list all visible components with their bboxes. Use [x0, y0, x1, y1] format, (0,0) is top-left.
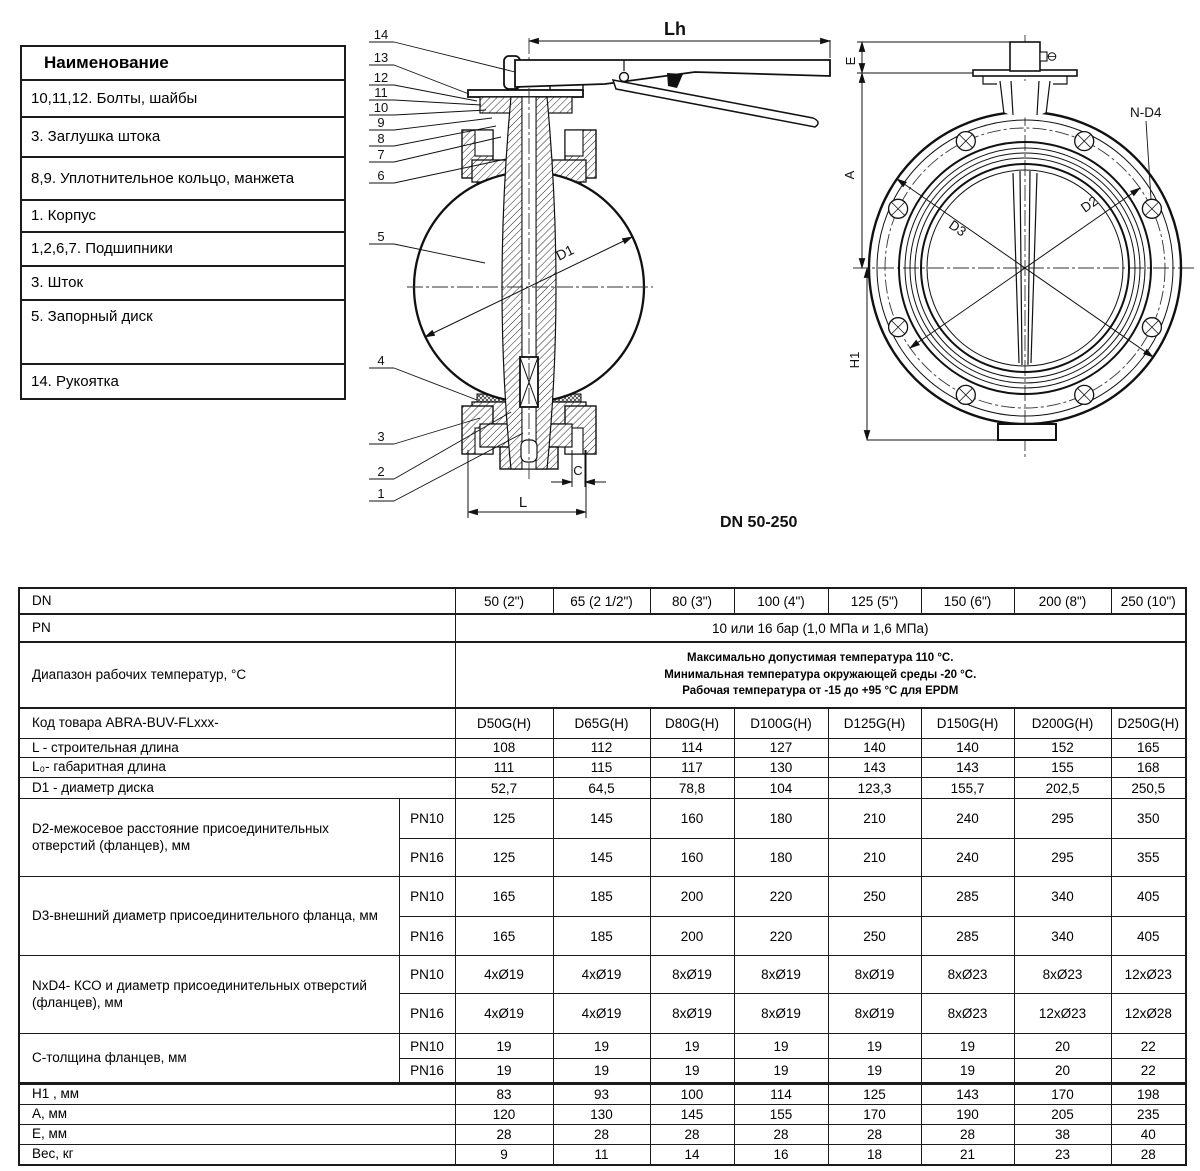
- spec-value: 8xØ23: [921, 994, 1014, 1034]
- spec-value: 155: [1014, 758, 1111, 778]
- spec-value: 8xØ19: [650, 956, 734, 994]
- spec-row-label: D2-межосевое расстояние присоединительных отверстий (фланцев), мм: [19, 799, 399, 877]
- dim-label-d3: D3: [946, 217, 969, 240]
- dim-label-lh: Lh: [664, 19, 686, 39]
- callout-12: 12: [373, 70, 389, 85]
- spec-value: 240: [921, 839, 1014, 877]
- spec-value: D50G(H): [455, 708, 553, 738]
- spec-value: 115: [553, 758, 650, 778]
- parts-list-item: 1. Корпус: [22, 199, 344, 231]
- spec-value: 28: [828, 1125, 921, 1145]
- spec-value: 405: [1111, 877, 1186, 917]
- spec-value: 170: [828, 1105, 921, 1125]
- dim-label-e: E: [843, 56, 858, 66]
- spec-value: 20: [1014, 1059, 1111, 1084]
- dim-c: [551, 450, 606, 487]
- dim-h1: [847, 268, 997, 440]
- spec-value: 190: [921, 1105, 1014, 1125]
- parts-list-table: [20, 45, 346, 400]
- dim-label-h1: H1: [847, 351, 862, 369]
- spec-value: 250: [828, 877, 921, 917]
- spec-value: 205: [1014, 1105, 1111, 1125]
- spec-value: 19: [553, 1059, 650, 1084]
- callout-14: 14: [373, 27, 389, 42]
- spec-value: 160: [650, 799, 734, 839]
- spec-value: 19: [921, 1034, 1014, 1059]
- spec-row-label: D3-внешний диаметр присоединительного фланца, мм: [19, 877, 399, 956]
- spec-row-label: E, мм: [19, 1125, 455, 1145]
- pn-variant-label: PN16: [399, 917, 455, 956]
- parts-list-item: 14. Рукоятка: [22, 363, 344, 398]
- pn-merged-value: 10 или 16 бар (1,0 МПа и 1,6 МПа): [455, 614, 1186, 642]
- spec-value: 19: [734, 1059, 828, 1084]
- nd4-label: N-D4: [1130, 105, 1162, 120]
- spec-value: 130: [734, 758, 828, 778]
- spec-value: 8xØ19: [650, 994, 734, 1034]
- spec-row-label: NxD4- КСО и диаметр присоединительных отверстий (фланцев), мм: [19, 956, 399, 1034]
- spec-row-label: PN: [19, 614, 455, 642]
- spec-value: 168: [1111, 758, 1186, 778]
- front-view-drawing: [842, 15, 1200, 475]
- spec-value: 165: [455, 917, 553, 956]
- spec-value: 12xØ23: [1111, 956, 1186, 994]
- spec-value: 200: [650, 877, 734, 917]
- dim-label-a: A: [842, 170, 857, 180]
- spec-value: 100: [650, 1084, 734, 1105]
- spec-value: D80G(H): [650, 708, 734, 738]
- dim-label-l: L: [518, 494, 528, 511]
- spec-value: 125: [828, 1084, 921, 1105]
- callout-1: 1: [377, 486, 385, 501]
- spec-value: 114: [734, 1084, 828, 1105]
- spec-table-body: [19, 588, 1186, 1165]
- spec-value: D250G(H): [1111, 708, 1186, 738]
- spec-value: 220: [734, 877, 828, 917]
- callout-2: 2: [377, 464, 385, 479]
- spec-value: D150G(H): [921, 708, 1014, 738]
- dn-column-header: 150 (6"): [921, 588, 1014, 614]
- pn-variant-label: PN16: [399, 1059, 455, 1084]
- pn-variant-label: PN10: [399, 1034, 455, 1059]
- spec-value: 78,8: [650, 778, 734, 799]
- spec-value: 180: [734, 839, 828, 877]
- spec-value: 19: [650, 1059, 734, 1084]
- spec-value: 19: [455, 1059, 553, 1084]
- spec-value: 38: [1014, 1125, 1111, 1145]
- temperature-note-line: [459, 683, 1183, 700]
- spec-value: 355: [1111, 839, 1186, 877]
- spec-value: 52,7: [455, 778, 553, 799]
- callout-8: 8: [377, 131, 385, 146]
- spec-row-label: L₀- габаритная длина: [19, 758, 455, 778]
- spec-value: 285: [921, 917, 1014, 956]
- dn-column-header: 80 (3"): [650, 588, 734, 614]
- spec-value: 240: [921, 799, 1014, 839]
- temp-line-bold: для EPDM: [900, 685, 959, 698]
- callout-9: 9: [377, 115, 385, 130]
- spec-value: 185: [553, 917, 650, 956]
- spec-value: 250: [828, 917, 921, 956]
- spec-value: 28: [553, 1125, 650, 1145]
- spec-value: 9: [455, 1144, 553, 1164]
- spec-value: 350: [1111, 799, 1186, 839]
- spec-value: 14: [650, 1144, 734, 1164]
- pn-variant-label: PN10: [399, 799, 455, 839]
- spec-value: 83: [455, 1084, 553, 1105]
- spec-value: 123,3: [828, 778, 921, 799]
- spec-value: 165: [1111, 738, 1186, 758]
- spec-value: 165: [455, 877, 553, 917]
- spec-value: 285: [921, 877, 1014, 917]
- spec-row-label: C-толщина фланцев, мм: [19, 1034, 399, 1084]
- spec-value: D65G(H): [553, 708, 650, 738]
- spec-value: 16: [734, 1144, 828, 1164]
- parts-list-item: 1,2,6,7. Подшипники: [22, 231, 344, 265]
- spec-value: 22: [1111, 1059, 1186, 1084]
- callout-11: 11: [374, 85, 388, 100]
- spec-value: 125: [455, 799, 553, 839]
- spec-value: 210: [828, 839, 921, 877]
- spec-value: 21: [921, 1144, 1014, 1164]
- pn-variant-label: PN16: [399, 994, 455, 1034]
- spec-value: 155,7: [921, 778, 1014, 799]
- dim-label-c: C: [573, 463, 583, 478]
- spec-value: 19: [734, 1034, 828, 1059]
- spec-value: 120: [455, 1105, 553, 1125]
- spec-value: 108: [455, 738, 553, 758]
- dn-column-header: 200 (8"): [1014, 588, 1111, 614]
- dn-column-header: 125 (5"): [828, 588, 921, 614]
- spec-value: 143: [921, 758, 1014, 778]
- temperature-notes: [455, 642, 1186, 708]
- spec-value: 140: [828, 738, 921, 758]
- spec-value: 295: [1014, 839, 1111, 877]
- spec-value: 40: [1111, 1125, 1186, 1145]
- spec-value: 295: [1014, 799, 1111, 839]
- parts-list-item: 10,11,12. Болты, шайбы: [22, 79, 344, 116]
- spec-value: 4xØ19: [455, 956, 553, 994]
- dim-label-d1: D1: [553, 241, 577, 264]
- callout-5: 5: [377, 229, 385, 244]
- temperature-note-line: Максимально допустимая температура 110 °С.: [687, 651, 954, 664]
- parts-list-item: 3. Заглушка штока: [22, 116, 344, 156]
- spec-value: 112: [553, 738, 650, 758]
- dn-column-header: 100 (4"): [734, 588, 828, 614]
- spec-value: 200: [650, 917, 734, 956]
- callout-3: 3: [377, 429, 385, 444]
- spec-row-label: Диапазон рабочих температур, °С: [19, 642, 455, 708]
- spec-value: 152: [1014, 738, 1111, 758]
- dim-label-d2: D2: [1078, 193, 1101, 216]
- spec-value: 64,5: [553, 778, 650, 799]
- spec-value: 145: [553, 799, 650, 839]
- spec-value: 202,5: [1014, 778, 1111, 799]
- spec-value: 8xØ19: [828, 994, 921, 1034]
- dim-lh: [529, 19, 830, 58]
- spec-table: [18, 587, 1187, 1166]
- spec-value: 93: [553, 1084, 650, 1105]
- spec-value: 12xØ23: [1014, 994, 1111, 1034]
- spec-row-label: DN: [19, 588, 455, 614]
- spec-value: 220: [734, 917, 828, 956]
- spec-value: 111: [455, 758, 553, 778]
- spec-value: 143: [828, 758, 921, 778]
- spec-value: 8xØ23: [1014, 956, 1111, 994]
- callout-6: 6: [377, 168, 385, 183]
- callout-7: 7: [377, 147, 385, 162]
- spec-value: 210: [828, 799, 921, 839]
- dn-column-header: 250 (10"): [1111, 588, 1186, 614]
- spec-value: 19: [650, 1034, 734, 1059]
- spec-value: 8xØ19: [734, 994, 828, 1034]
- spec-row-label: D1 - диаметр диска: [19, 778, 455, 799]
- spec-value: 28: [650, 1125, 734, 1145]
- spec-value: 140: [921, 738, 1014, 758]
- section-view-drawing: [365, 10, 855, 570]
- spec-value: 28: [1111, 1144, 1186, 1164]
- spec-value: D200G(H): [1014, 708, 1111, 738]
- spec-row-label: L - строительная длина: [19, 738, 455, 758]
- spec-value: 340: [1014, 917, 1111, 956]
- spec-value: 155: [734, 1105, 828, 1125]
- spec-value: 4xØ19: [455, 994, 553, 1034]
- spec-row-label: H1 , мм: [19, 1084, 455, 1105]
- spec-value: 170: [1014, 1084, 1111, 1105]
- spec-value: 125: [455, 839, 553, 877]
- spec-value: 28: [455, 1125, 553, 1145]
- callout-13: 13: [373, 50, 389, 65]
- dim-e: [843, 42, 1010, 73]
- spec-value: 19: [921, 1059, 1014, 1084]
- temperature-note-line: Минимальная температура окружающей среды -20 °С.: [664, 668, 977, 681]
- spec-value: 20: [1014, 1034, 1111, 1059]
- parts-list-item: 3. Шток: [22, 265, 344, 299]
- spec-value: 130: [553, 1105, 650, 1125]
- spec-value: 28: [734, 1125, 828, 1145]
- dn-column-header: 50 (2"): [455, 588, 553, 614]
- spec-value: 104: [734, 778, 828, 799]
- pn-variant-label: PN10: [399, 877, 455, 917]
- spec-value: 23: [1014, 1144, 1111, 1164]
- spec-row-label: A, мм: [19, 1105, 455, 1125]
- spec-value: 117: [650, 758, 734, 778]
- bottom-boss: [998, 424, 1056, 440]
- spec-value: 180: [734, 799, 828, 839]
- dim-a: [842, 73, 862, 268]
- spec-value: 28: [921, 1125, 1014, 1145]
- spec-value: 340: [1014, 877, 1111, 917]
- pn-variant-label: PN10: [399, 956, 455, 994]
- spec-value: 405: [1111, 917, 1186, 956]
- drawing-caption: DN 50-250: [720, 514, 798, 531]
- spec-value: 114: [650, 738, 734, 758]
- spec-value: 4xØ19: [553, 994, 650, 1034]
- spec-value: 18: [828, 1144, 921, 1164]
- spec-value: 145: [650, 1105, 734, 1125]
- parts-list-item: 8,9. Уплотнительное кольцо, манжета: [22, 156, 344, 199]
- parts-list-header: Наименование: [44, 53, 169, 73]
- spec-value: 8xØ23: [921, 956, 1014, 994]
- spec-row-label: Код товара ABRA-BUV-FLxxx-: [19, 708, 455, 738]
- spec-value: 4xØ19: [553, 956, 650, 994]
- spec-value: 22: [1111, 1034, 1186, 1059]
- callout-4: 4: [377, 353, 385, 368]
- callout-10: 10: [373, 100, 389, 115]
- spec-value: 143: [921, 1084, 1014, 1105]
- spec-value: 19: [553, 1034, 650, 1059]
- parts-list-item: 5. Запорный диск: [22, 299, 344, 363]
- spec-value: 8xØ19: [828, 956, 921, 994]
- spec-value: D100G(H): [734, 708, 828, 738]
- spec-value: 145: [553, 839, 650, 877]
- spec-value: 12xØ28: [1111, 994, 1186, 1034]
- spec-value: 160: [650, 839, 734, 877]
- spec-value: 198: [1111, 1084, 1186, 1105]
- spec-value: 250,5: [1111, 778, 1186, 799]
- spec-value: 19: [455, 1034, 553, 1059]
- pn-variant-label: PN16: [399, 839, 455, 877]
- dn-column-header: 65 (2 1/2"): [553, 588, 650, 614]
- temp-line-text: Рабочая температура от -15 до +95 °С: [682, 685, 901, 698]
- spec-value: 185: [553, 877, 650, 917]
- spec-row-label: Вес, кг: [19, 1144, 455, 1164]
- spec-value: 127: [734, 738, 828, 758]
- spec-value: D125G(H): [828, 708, 921, 738]
- spec-value: 19: [828, 1034, 921, 1059]
- spec-value: 19: [828, 1059, 921, 1084]
- spec-value: 8xØ19: [734, 956, 828, 994]
- spec-value: 11: [553, 1144, 650, 1164]
- spec-value: 235: [1111, 1105, 1186, 1125]
